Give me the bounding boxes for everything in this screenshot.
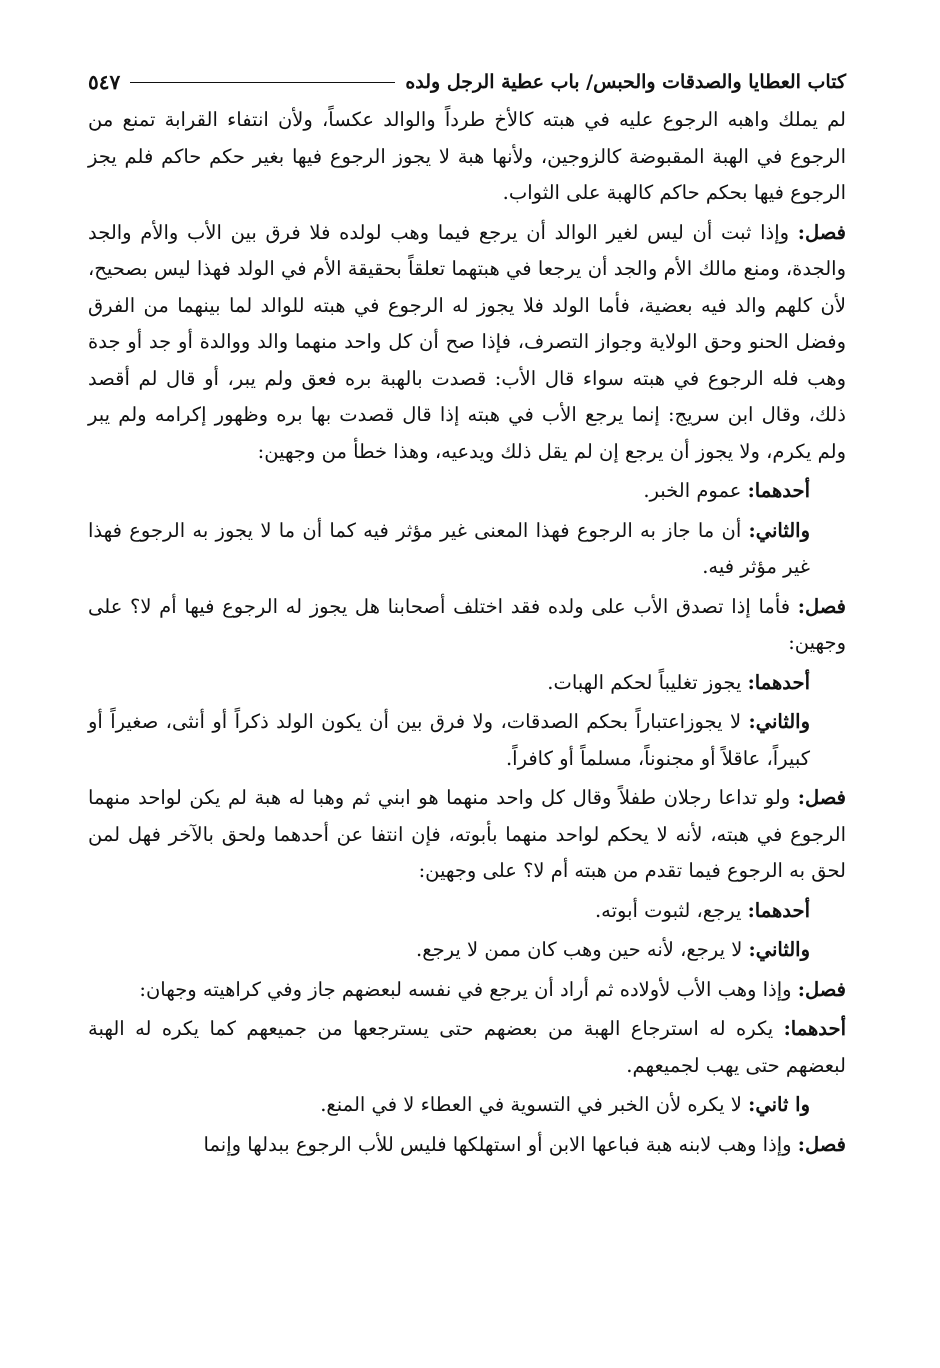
document-page [88, 62, 846, 1166]
running-header [88, 62, 846, 102]
paragraph-3: أحدهما: عموم الخبر. [643, 479, 810, 502]
section-label: فصل: [797, 786, 846, 809]
paragraph-12: أحدهما: يكره له استرجاع الهبة من بعضهم حتى يسترجعها من جميعهم كما يكره له الهبة لبعضهم حتى يهب لجميعهم. [88, 1017, 846, 1077]
header-title: كتاب العطايا والصدقات والحبس/ باب عطية الرجل ولده [405, 71, 846, 93]
paragraph-10: والثاني: لا يرجع، لأنه حين وهب كان ممن لا يرجع. [416, 938, 810, 961]
item-label: والثاني: [748, 710, 810, 733]
paragraph-1: لم يملك واهبه الرجوع عليه في هبته كالأخ طرداً والوالد عكساً، ولأن انتفاء القرابة تمنع من الرجوع في الهبة المقبوضة كالزوجين، ولأنها هبة لا يجوز الرجوع فيها بغير حكم حاكم فلم يجز الرجوع فيها بحكم حاكم كالهبة على الثواب. [88, 108, 846, 204]
paragraph-5: فصل: فأما إذا تصدق الأب على ولده فقد اختلف أصحابنا هل يجوز له الرجوع فيها أم لا؟ على وجهين: [88, 594, 846, 654]
paragraph-14: فصل: وإذا وهب لابنه هبة فباعها الابن أو استهلكها فليس للأب الرجوع ببدلها وإنما [203, 1132, 846, 1156]
item-label: أحدهما: [747, 479, 810, 502]
paragraph-9: أحدهما: يرجع، لثبوت أبوته. [594, 898, 810, 922]
paragraph-2: فصل: وإذا ثبت أن ليس لغير الوالد أن يرجع فيما وهب لولده فلا فرق بين الأب والأم والجد والجدة، ومنع مالك الأم والجد أن يرجعا في هبتهما تعلقاً بحقيقة الأم في الولد فهذا ليس بصحيح، لأن كلهم والد فيه بعضية، فأما الولد فلا يجوز له الرجوع في هبته للوالد لما بينهما من الفرق وفضل الحنو وحق الولاية وجواز التصرف، فإذا صح أن كل واحد منهما والد ووالدة أو جد أو جدة وهب فله الرجوع في هبته سواء قال الأب: قصدت بالهبة بره فعق ولم يبر، أو قال لم أقصد ذلك، وقال ابن سريج: إنما يرجع الأب في هبته إذا قال قصدت بها بره وظهور إكرامه ولم يبر ولم يكرم، ولا يجوز أن يرجع إن لم يقل ذلك ويدعيه، وهذا خطأ من وجهين: [88, 220, 846, 463]
item-label: أحدهما: [747, 670, 810, 694]
section-label: فصل: [797, 220, 846, 244]
item-label: وا ثاني: [748, 1093, 810, 1116]
item-label: أحدهما: [783, 1017, 846, 1040]
paragraph-13: وا ثاني: لا يكره لأن الخبر في التسوية في العطاء لا في المنع. [320, 1093, 810, 1116]
section-label: فصل: [797, 1132, 846, 1156]
paragraph-11: فصل: وإذا وهب الأب لأولاده ثم أراد أن يرجع في نفسه لبعضهم جاز وفي كراهيته وجهان: [139, 977, 846, 1001]
section-label: فصل: [797, 977, 846, 1001]
item-label: والثاني: [748, 518, 810, 542]
paragraph-6: أحدهما: يجوز تغليباً لحكم الهبات. [547, 670, 810, 694]
body-text [88, 102, 846, 1163]
paragraph-8: فصل: ولو تداعا رجلان طفلاً وقال كل واحد منهما هو ابني ثم وهبا له هبة لم يكن لواحد منهما الرجوع في هبته، لأنه لا يحكم لواحد منهما بأبوته، فإن انتفا عن أحدهما ولحق بالآخر فهل لمن لحق به الرجوع فيما تقدم من هبته أم لا؟ على وجهين: [88, 786, 846, 882]
item-label: والثاني: [748, 938, 810, 961]
header-rule [130, 82, 395, 83]
page-number: ٥٤٧ [88, 70, 121, 94]
section-label: فصل: [797, 594, 846, 618]
item-label: أحدهما: [747, 898, 810, 922]
paragraph-7: والثاني: لا يجوزاعتباراً بحكم الصدقات، ولا فرق بين أن يكون الولد ذكراً أو أنثى، صغيراً أو كبيراً، عاقلاً أو مجنوناً، مسلماً أو كافراً. [88, 710, 810, 770]
paragraph-4: والثاني: أن ما جاز به الرجوع فهذا المعنى غير مؤثر فيه كما أن ما لا يجوز به الرجوع فهذا غير مؤثر فيه. [88, 518, 810, 578]
